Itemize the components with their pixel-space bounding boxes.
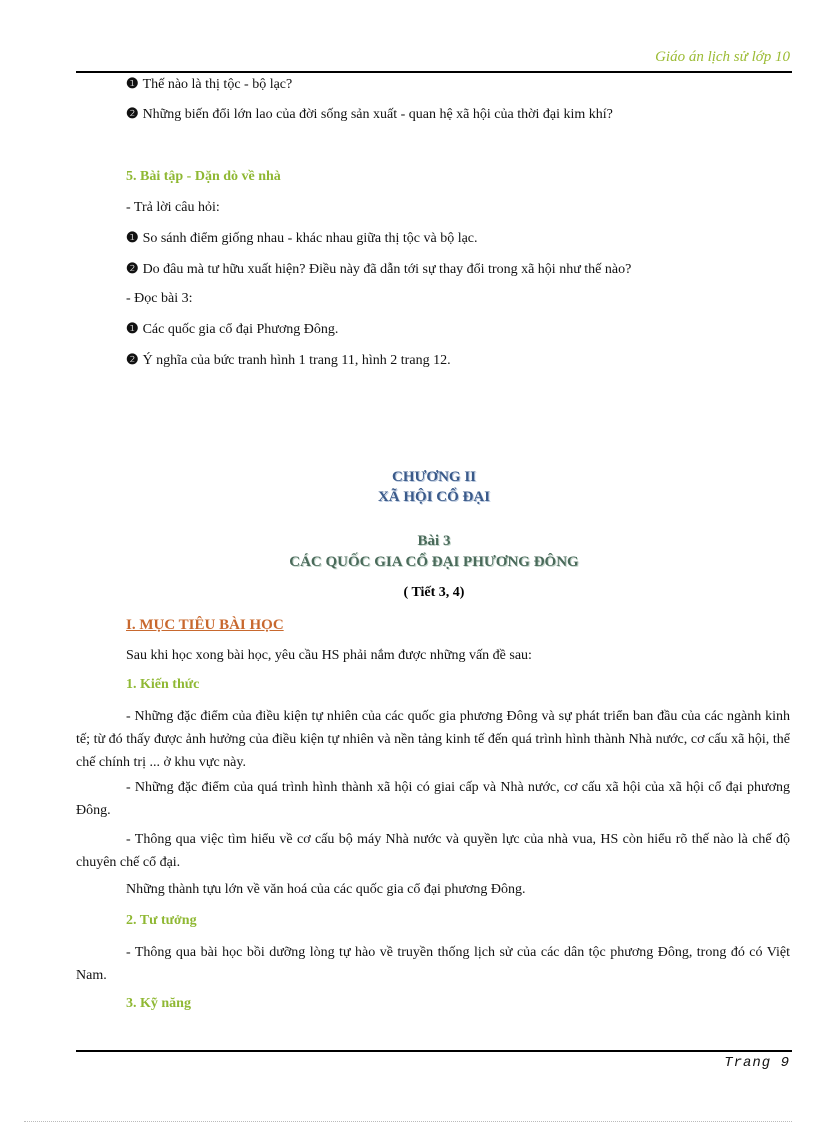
homework-intro: - Trả lời câu hỏi: (126, 200, 220, 215)
knowledge-paragraph: Những thành tựu lớn về văn hoá của các quốc gia cổ đại phương Đông. (126, 882, 526, 897)
homework-question (126, 261, 631, 278)
homework-question (126, 230, 478, 247)
reading-item-text: Các quốc gia cổ đại Phương Đông. (142, 322, 339, 337)
homework-question-text: Do đâu mà tư hữu xuất hiện? Điều này đã dẫn tới sự thay đổi trong xã hội như thế nào? (142, 262, 632, 277)
reading-item-text: Ý nghĩa của bức tranh hình 1 trang 11, hình 2 trang 12. (142, 353, 451, 368)
reading-item (126, 321, 338, 338)
footer-rule (76, 1050, 792, 1052)
bullet-number: ❷ (126, 107, 139, 122)
bullet-number: ❷ (126, 353, 139, 368)
bullet-number: ❷ (126, 262, 139, 277)
question-text: Thế nào là thị tộc - bộ lạc? (142, 77, 293, 92)
lesson-label: Bài 3 (417, 533, 451, 549)
reading-item (126, 352, 451, 369)
knowledge-paragraph: - Những đặc điểm của điều kiện tự nhiên của các quốc gia phương Đông và sự phát triển ban đầu của các ngành kinh tế; từ đó thấy được ảnh hưởng của điều kiện tự nhiên và nền tảng kinh tế đến quá trình hình thành Nhà nước, cơ cấu xã hội, thể chế chính trị ... ở khu vực này. (76, 709, 790, 770)
reading-intro: - Đọc bài 3: (126, 291, 193, 306)
question-item (126, 76, 292, 93)
header-rule (76, 71, 792, 73)
knowledge-paragraph: - Những đặc điểm của quá trình hình thành xã hội có giai cấp và Nhà nước, cơ cấu xã hội của xã hội cổ đại phương Đông. (76, 780, 790, 818)
question-text: Những biến đổi lớn lao của đời sống sản xuất - quan hệ xã hội của thời đại kim khí? (142, 107, 613, 122)
homework-question-text: So sánh điểm giống nhau - khác nhau giữa thị tộc và bộ lạc. (142, 231, 478, 246)
homework-heading: 5. Bài tập - Dặn dò về nhà (126, 169, 281, 184)
lesson-title: CÁC QUỐC GIA CỔ ĐẠI PHƯƠNG ĐÔNG (289, 554, 579, 570)
page-edge-dots (24, 1121, 792, 1122)
chapter-title: XÃ HỘI CỔ ĐẠI (377, 489, 491, 505)
knowledge-heading: 1. Kiến thức (126, 677, 200, 692)
bullet-number: ❶ (126, 322, 139, 337)
ideology-paragraph: - Thông qua bài học bồi dưỡng lòng tự hào về truyền thống lịch sử của các dân tộc phương Đông, trong đó có Việt Nam. (76, 945, 790, 983)
ideology-heading: 2. Tư tưởng (126, 913, 197, 928)
bullet-number: ❶ (126, 231, 139, 246)
chapter-label: CHƯƠNG II (391, 469, 477, 485)
objectives-intro: Sau khi học xong bài học, yêu cầu HS phải nắm được những vấn đề sau: (126, 648, 532, 663)
lesson-periods: ( Tiết 3, 4) (403, 585, 465, 600)
knowledge-paragraph: - Thông qua việc tìm hiểu về cơ cấu bộ máy Nhà nước và quyền lực của nhà vua, HS còn hiểu rõ thế nào là chế độ chuyên chế cổ đại. (76, 832, 790, 870)
page-number: Trang 9 (724, 1055, 790, 1071)
question-item (126, 106, 613, 123)
skills-heading: 3. Kỹ năng (126, 996, 191, 1011)
objectives-heading: I. MỤC TIÊU BÀI HỌC (126, 617, 284, 633)
bullet-number: ❶ (126, 77, 139, 92)
document-header-title: Giáo án lịch sử lớp 10 (655, 49, 790, 65)
